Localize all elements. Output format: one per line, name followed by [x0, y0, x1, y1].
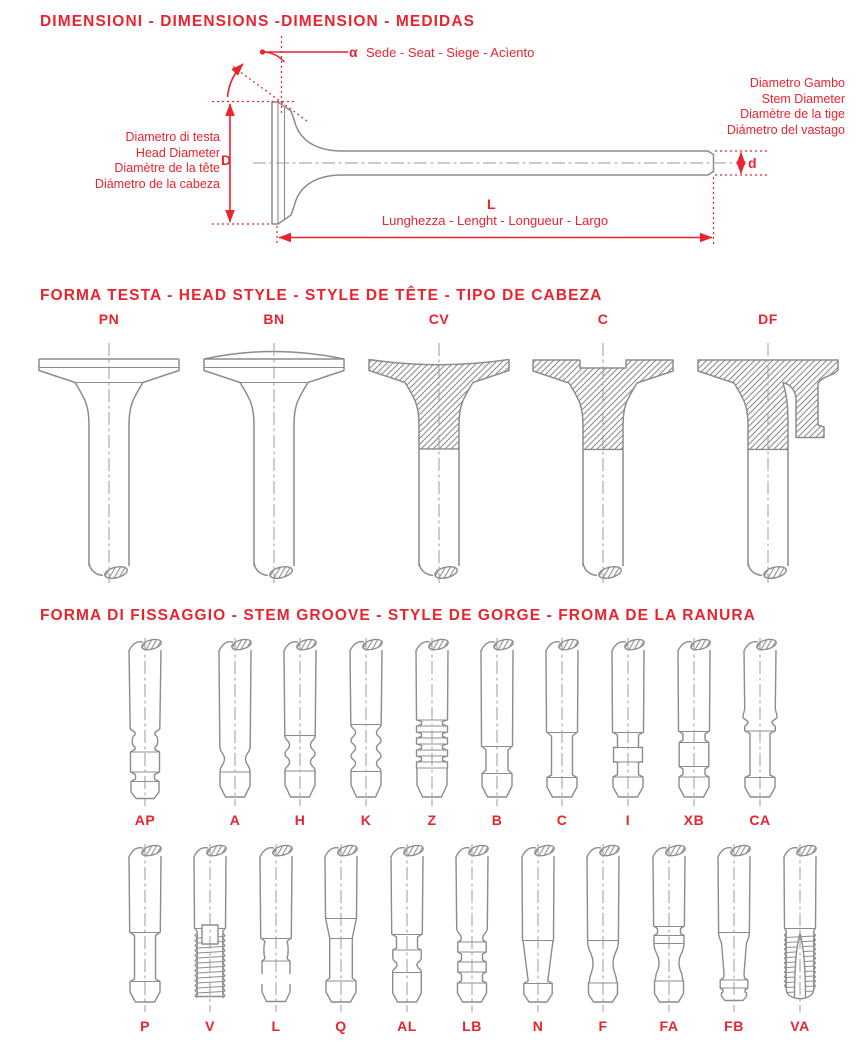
stem-groove-drawing-k: [333, 636, 399, 808]
stem-groove-drawing-f: [570, 842, 636, 1014]
head-style-drawing-pn: [29, 337, 189, 587]
stem-groove-drawing-a: [202, 636, 268, 808]
head-style-label-cv: CV: [428, 311, 450, 327]
head-style-title: FORMA TESTA - HEAD STYLE - STYLE DE TÊTE - TIPO DE CABEZA: [40, 287, 603, 304]
stem-groove-label-z: Z: [427, 812, 437, 828]
stem-groove-drawing-ap: [112, 636, 178, 808]
length-label: Lunghezza - Lenght - Longueur - Largo: [381, 213, 609, 228]
stem-groove-drawing-lb: [439, 842, 505, 1014]
stem-diameter-label: Diametro Gambo Stem Diameter Diamètre de la tige Diámetro del vastago: [726, 76, 845, 137]
stem-groove-drawing-v: [177, 842, 243, 1014]
stem-groove-drawing-al: [374, 842, 440, 1014]
stem-groove-title: FORMA DI FISSAGGIO - STEM GROOVE - STYLE DE GORGE - FROMA DE LA RANURA: [40, 607, 756, 624]
stem-groove-label-q: Q: [335, 1018, 347, 1034]
stem-groove-drawing-p: [112, 842, 178, 1014]
stem-groove-label-n: N: [532, 1018, 544, 1034]
stem-groove-drawing-l: [243, 842, 309, 1014]
stem-groove-drawing-xb: [661, 636, 727, 808]
stem-groove-drawing-q: [308, 842, 374, 1014]
stem-groove-drawing-va: [767, 842, 833, 1014]
stem-groove-drawing-fb: [701, 842, 767, 1014]
stem-groove-label-i: I: [625, 812, 631, 828]
stem-groove-label-xb: XB: [683, 812, 705, 828]
stem-groove-drawing-n: [505, 842, 571, 1014]
head-style-drawing-cv: [359, 337, 519, 587]
stem-groove-label-ca: CA: [749, 812, 771, 828]
head-diameter-symbol: D: [221, 152, 232, 168]
stem-groove-label-fb: FB: [724, 1018, 744, 1034]
head-style-drawing-df: [688, 337, 848, 587]
stem-groove-drawing-ca: [727, 636, 793, 808]
stem-groove-drawing-c: [529, 636, 595, 808]
stem-groove-label-lb: LB: [462, 1018, 482, 1034]
stem-groove-label-fa: FA: [659, 1018, 679, 1034]
head-style-label-c: C: [597, 311, 609, 327]
stem-groove-label-p: P: [140, 1018, 150, 1034]
stem-groove-label-a: A: [229, 812, 241, 828]
stem-groove-drawing-i: [595, 636, 661, 808]
stem-groove-drawing-z: [399, 636, 465, 808]
seat-label: Sede - Seat - Siege - Acìento: [366, 45, 535, 60]
stem-groove-drawing-h: [267, 636, 333, 808]
stem-groove-drawing-fa: [636, 842, 702, 1014]
head-style-label-df: DF: [758, 311, 778, 327]
stem-groove-label-ap: AP: [134, 812, 156, 828]
head-style-label-pn: PN: [98, 311, 120, 327]
stem-groove-label-al: AL: [397, 1018, 417, 1034]
dimensions-title: DIMENSIONI - DIMENSIONS -DIMENSION - MEDIDAS: [40, 13, 476, 30]
head-style-drawing-bn: [194, 337, 354, 587]
stem-groove-drawing-b: [464, 636, 530, 808]
head-style-drawing-c: [523, 337, 683, 587]
stem-groove-label-v: V: [205, 1018, 215, 1034]
stem-groove-label-c: C: [556, 812, 568, 828]
stem-groove-label-f: F: [598, 1018, 608, 1034]
head-style-label-bn: BN: [263, 311, 285, 327]
stem-groove-label-va: VA: [790, 1018, 810, 1034]
length-symbol: L: [487, 196, 496, 212]
seat-angle-symbol: α: [349, 44, 358, 60]
stem-groove-label-b: B: [491, 812, 503, 828]
stem-groove-label-l: L: [271, 1018, 281, 1034]
stem-groove-label-k: K: [360, 812, 372, 828]
head-diameter-label: Diametro di testa Head Diameter Diamètre de la tête Diámetro de la cabeza: [94, 130, 220, 191]
stem-groove-label-h: H: [294, 812, 306, 828]
stem-diameter-symbol: d: [748, 155, 757, 171]
